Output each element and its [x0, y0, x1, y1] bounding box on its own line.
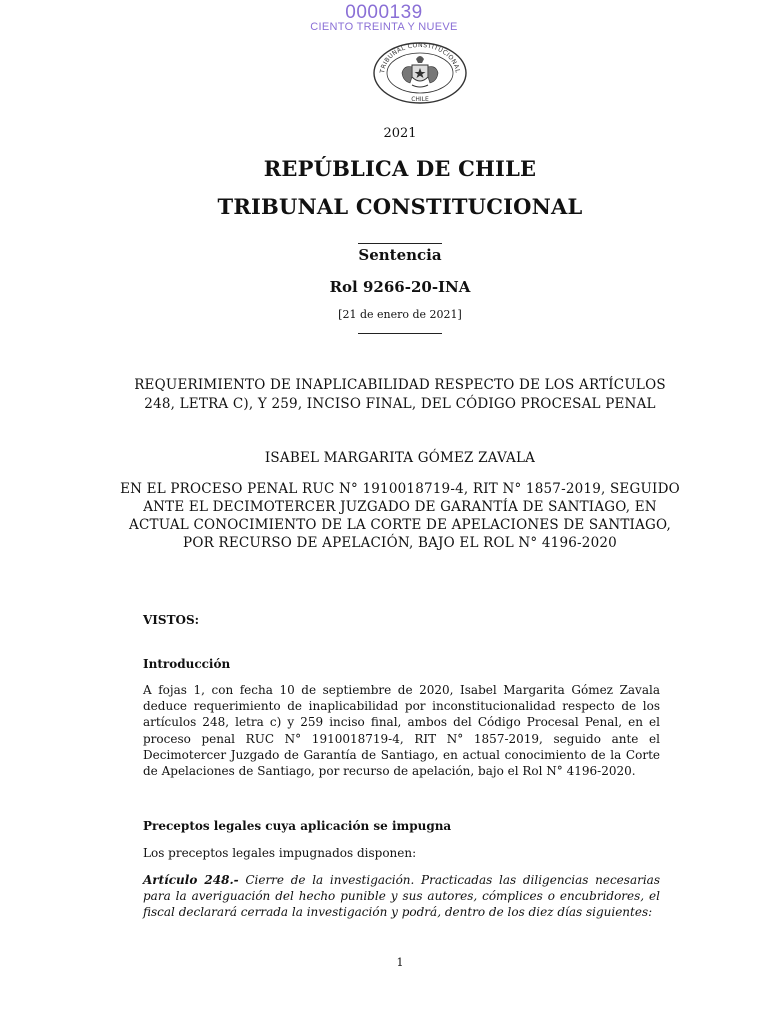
vistos-heading: VISTOS:	[143, 613, 200, 627]
decision-date: [21 de enero de 2021]	[338, 308, 462, 321]
party-name: ISABEL MARGARITA GÓMEZ ZAVALA	[264, 450, 536, 466]
document-type: Sentencia	[358, 246, 442, 264]
separator-line-bottom	[358, 333, 442, 334]
intro-heading: Introducción	[143, 657, 231, 671]
seal-bottom-text: CHILE	[411, 96, 429, 103]
case-rol: Rol 9266-20-INA	[329, 278, 471, 296]
court-heading: TRIBUNAL CONSTITUCIONAL	[217, 194, 583, 219]
article-label: Artículo 248.-	[143, 873, 239, 887]
document-year: 2021	[383, 126, 417, 141]
separator-line-top	[358, 243, 442, 244]
page-number: 1	[396, 956, 404, 969]
precepts-intro: Los preceptos legales impugnados disponen:	[143, 846, 417, 860]
article-248-paragraph	[143, 872, 660, 921]
process-description: EN EL PROCESO PENAL RUC N° 1910018719-4, RIT N° 1857-2019, SEGUIDO ANTE EL DECIMOTERCER JUZGADO DE GARANTÍA DE SANTIAGO, EN ACTUAL CONOCIMIENTO DE LA CORTE DE APELACIONES DE SANTIAGO, POR RECURSO DE APELACIÓN, BAJO EL ROL N° 4196-2020	[120, 481, 680, 551]
article-text: Cierre de la investigación. Practicadas las diligencias necesarias para la averiguación del hecho punible y sus autores, cómplices o encubridores, el fiscal declarará cerrada la investigación y podrá, dentro de los diez días siguientes:	[143, 873, 660, 920]
precepts-heading: Preceptos legales cuya aplicación se impugna	[143, 819, 452, 833]
country-heading: REPÚBLICA DE CHILE	[263, 156, 537, 181]
requirement-title: REQUERIMIENTO DE INAPLICABILIDAD RESPECTO DE LOS ARTÍCULOS 248, LETRA C), Y 259, INCISO FINAL, DEL CÓDIGO PROCESAL PENAL	[134, 377, 666, 412]
tribunal-seal-icon	[372, 41, 468, 105]
folio-number-stamp: 0000139	[345, 2, 423, 23]
seal-top-text: TRIBUNAL CONSTITUCIONAL	[379, 41, 461, 74]
intro-paragraph: A fojas 1, con fecha 10 de septiembre de 2020, Isabel Margarita Gómez Zavala deduce requerimiento de inaplicabilidad por inconstitucionalidad respecto de los artículos 248, letra c) y 259 inciso final, ambos del Código Procesal Penal, en el proceso penal RUC N° 1910018719-4, RIT N° 1857-2019, seguido ante el Decimotercer Juzgado de Garantía de Santiago, en actual conocimiento de la Corte de Apelaciones de Santiago, por recurso de apelación, bajo el Rol N° 4196-2020.	[143, 683, 660, 779]
folio-words-stamp: CIENTO TREINTA Y NUEVE	[310, 21, 458, 33]
